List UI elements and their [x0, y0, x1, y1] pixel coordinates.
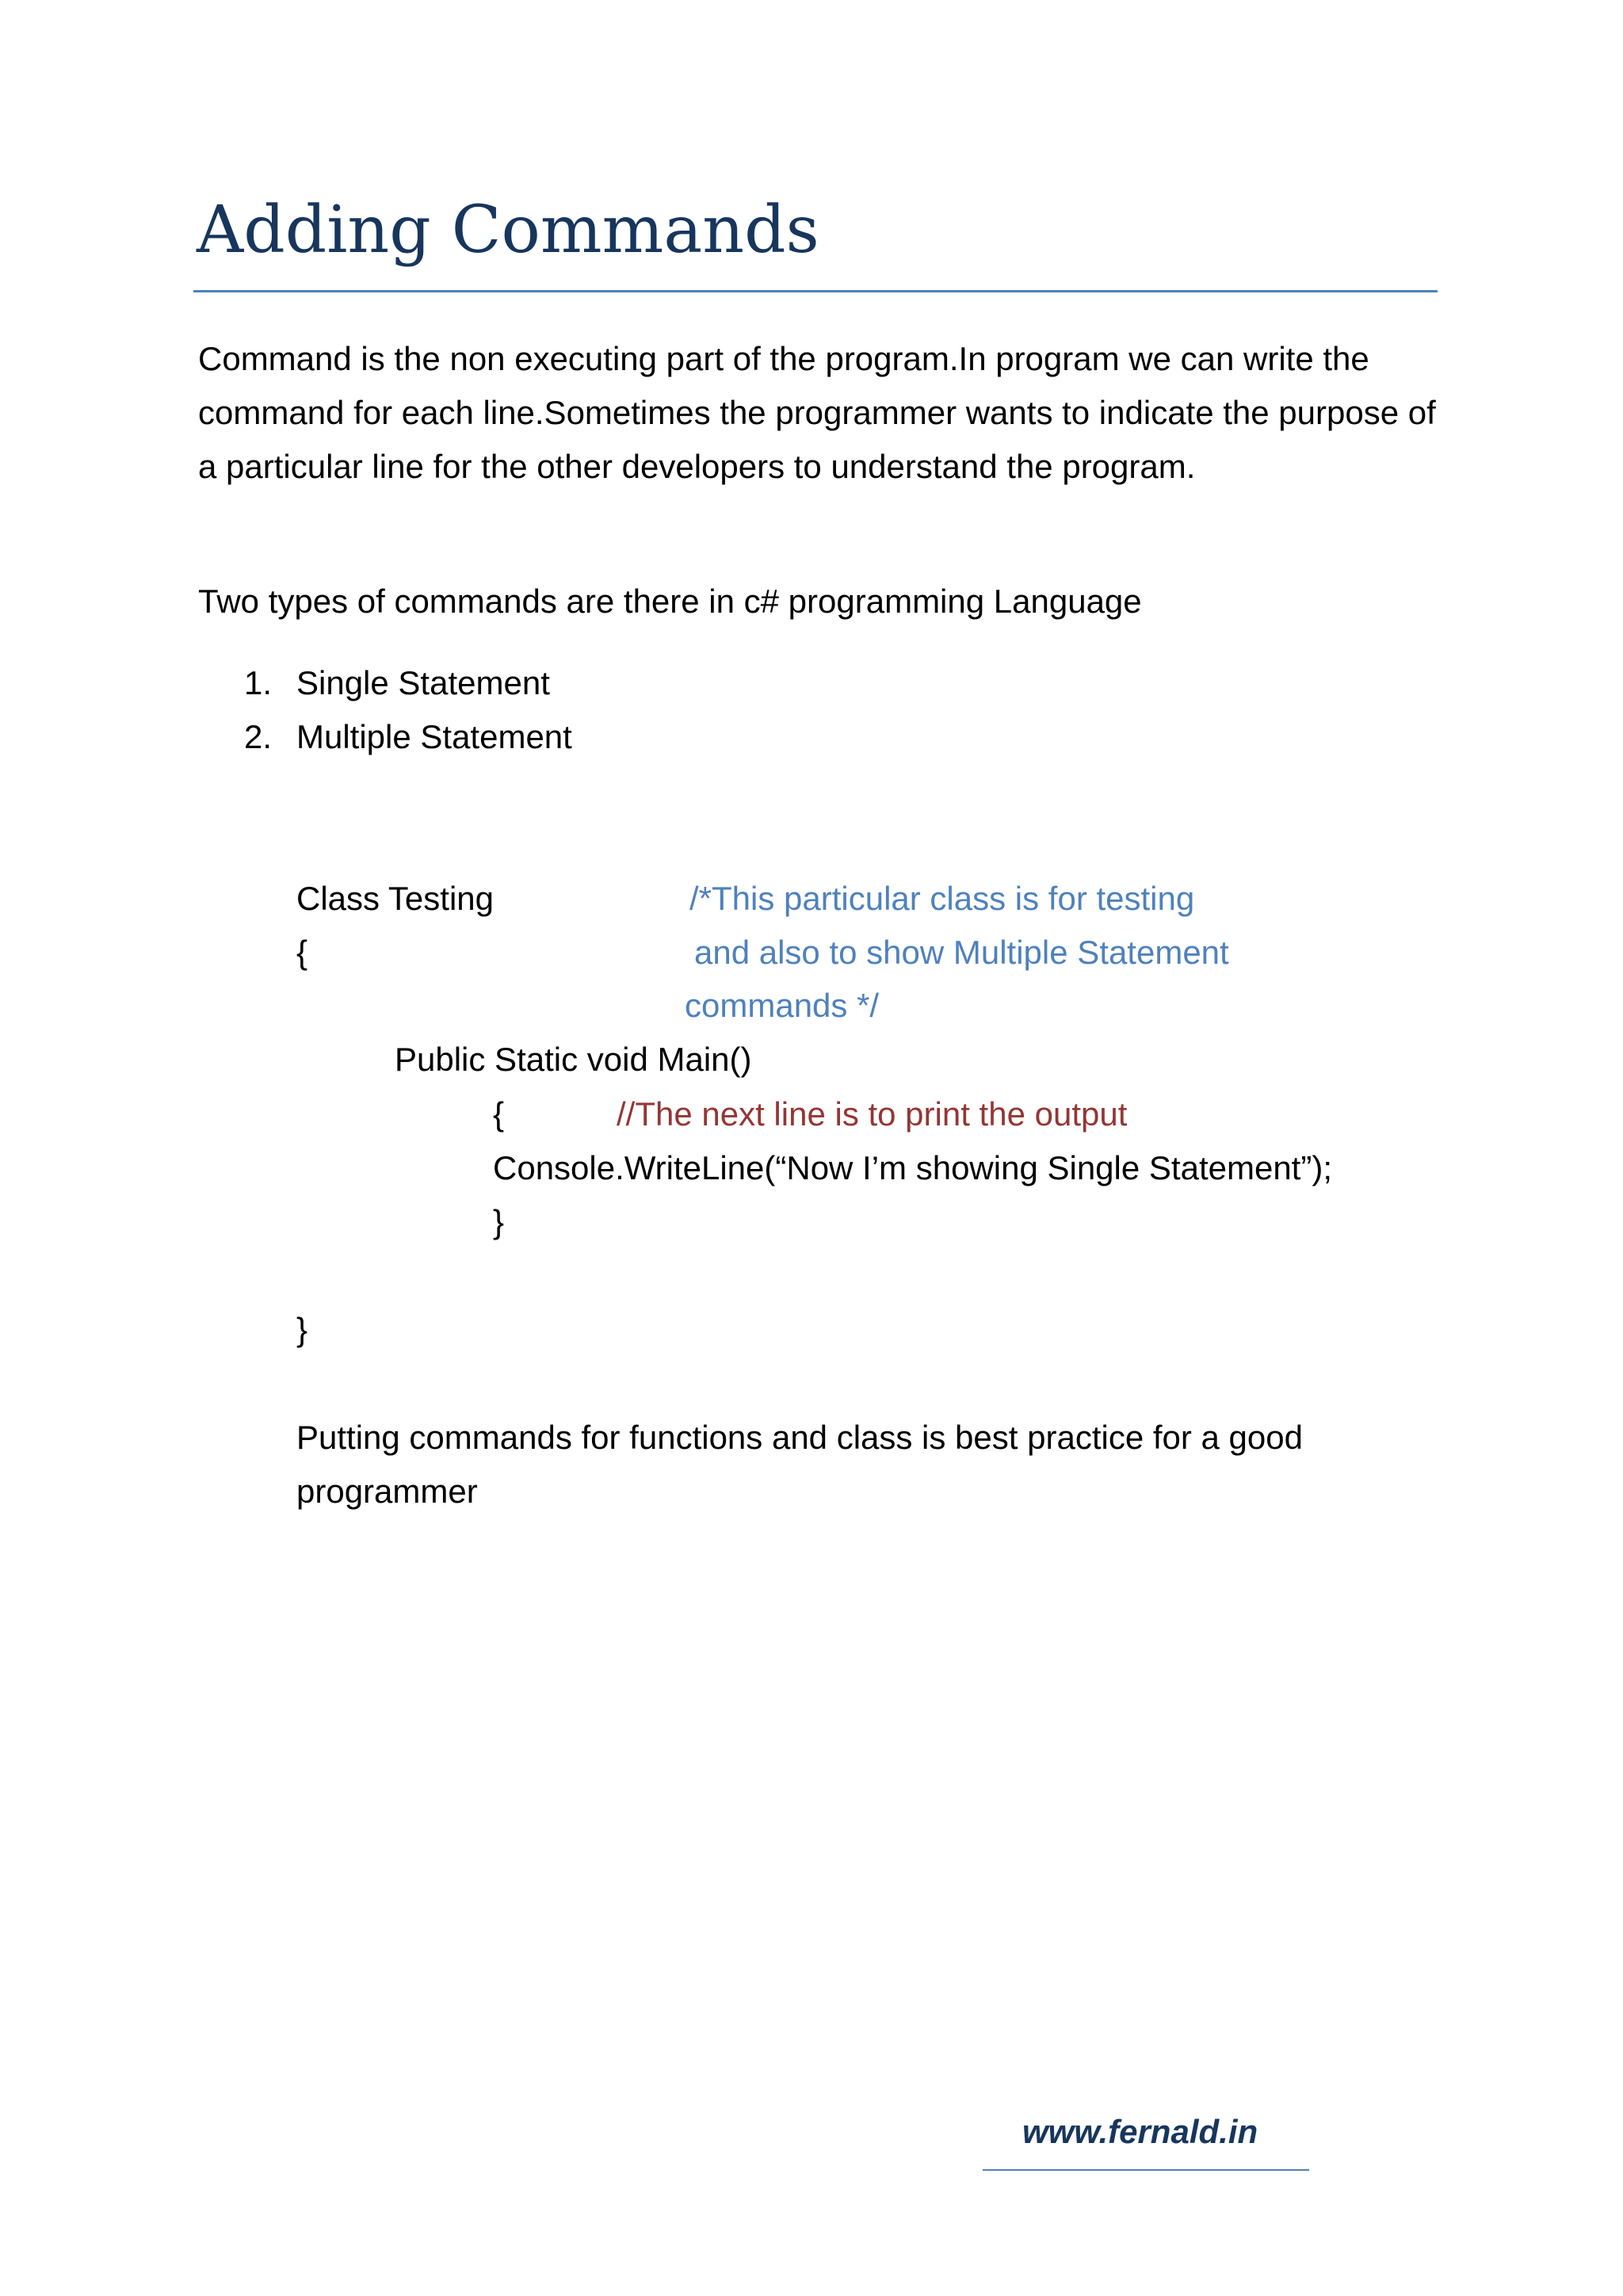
code-console-line: Console.WriteLine(“Now I’m showing Single Statement”);: [493, 1149, 1332, 1186]
page-title: Adding Commands: [197, 193, 819, 268]
code-open-brace: {: [296, 934, 308, 971]
footer-website-link[interactable]: www.fernald.in: [1022, 2113, 1258, 2150]
code-class-close-brace: }: [296, 1311, 308, 1348]
closing-line-2: programmer: [296, 1473, 478, 1510]
list-item-text: Multiple Statement: [296, 718, 572, 755]
code-comment-single: //The next line is to print the output: [617, 1095, 1128, 1133]
types-paragraph: Two types of commands are there in c# programming Language: [198, 583, 1142, 620]
title-underline: [193, 290, 1438, 292]
list-item-text: Single Statement: [296, 664, 550, 701]
code-comment-multi-3: commands */: [685, 987, 880, 1024]
code-method-close-brace: }: [493, 1203, 505, 1240]
list-item: [198, 710, 1308, 764]
command-types-list: [198, 656, 1308, 764]
footer-underline: [983, 2169, 1309, 2171]
code-method-line: Public Static void Main(): [395, 1041, 752, 1078]
list-number: 2.: [244, 718, 273, 755]
code-comment-multi-1: /*This particular class is for testing: [689, 880, 1195, 917]
code-class-line: Class Testing: [296, 880, 495, 917]
closing-line-1: Putting commands for functions and class is best practice for a good: [296, 1419, 1303, 1456]
list-number: 1.: [244, 664, 273, 701]
intro-paragraph: Command is the non executing part of the program.In program we can write the command for each line.Sometimes the programmer wants to indicate the purpose of a particular line for the other developers to understand the program.: [198, 340, 1436, 485]
list-item: [198, 656, 1308, 710]
code-comment-multi-2: and also to show Multiple Statement: [694, 934, 1229, 971]
code-method-open-brace: {: [493, 1095, 505, 1133]
